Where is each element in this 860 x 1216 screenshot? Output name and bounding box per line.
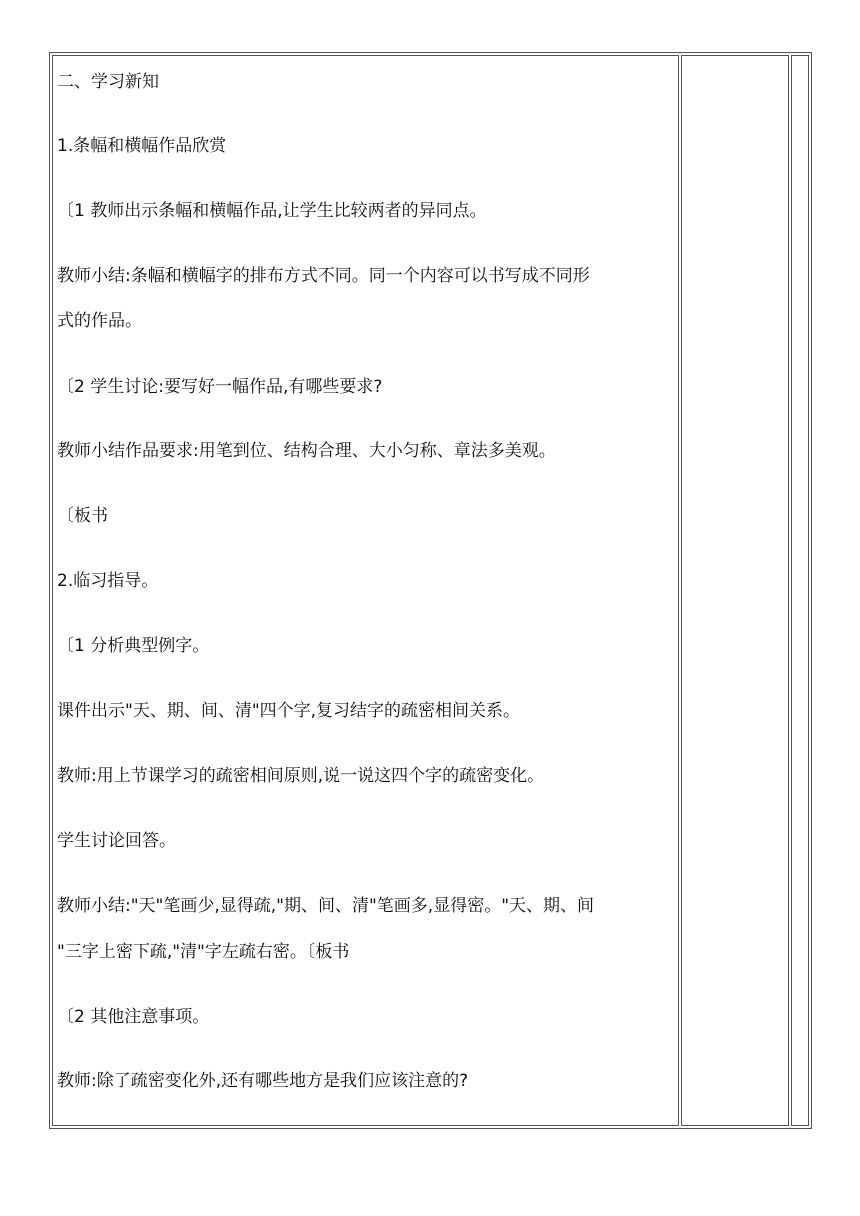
lesson-content-cell [52, 55, 679, 1126]
text-line: 教师小结作品要求:用笔到位、结构合理、大小匀称、章法多美观。 [57, 441, 556, 461]
text-line: 〔1 教师出示条幅和横幅作品,让学生比较两者的异同点。 [57, 201, 487, 221]
text-line: 学生讨论回答。 [57, 831, 176, 851]
text-line: 〔板书 [57, 506, 108, 526]
text-line: "三字上密下疏,"清"字左疏右密。〔板书 [57, 942, 350, 962]
notes-column-cell [681, 55, 789, 1126]
lesson-plan-table [49, 52, 812, 1129]
subheading-practice-guidance: 2.临习指导。 [57, 571, 159, 591]
text-line: 教师:用上节课学习的疏密相间原则,说一说这四个字的疏密变化。 [57, 766, 545, 786]
text-line: 〔2 学生讨论:要写好一幅作品,有哪些要求? [57, 377, 383, 397]
text-line: 式的作品。 [57, 311, 142, 331]
text-line: 教师小结:条幅和横幅字的排布方式不同。同一个内容可以书写成不同形 [57, 266, 590, 286]
text-line: 教师:除了疏密变化外,还有哪些地方是我们应该注意的? [57, 1071, 469, 1091]
text-line: 课件出示"天、期、间、清"四个字,复习结字的疏密相间关系。 [57, 701, 521, 721]
text-line: 〔2 其他注意事项。 [57, 1007, 210, 1027]
subheading-banner-appreciation: 1.条幅和横幅作品欣赏 [57, 136, 227, 156]
section-heading: 二、学习新知 [57, 72, 159, 92]
text-line: 教师小结:"天"笔画少,显得疏,"期、间、清"笔画多,显得密。"天、期、间 [57, 896, 595, 916]
narrow-column-cell [791, 55, 809, 1126]
text-line: 〔1 分析典型例字。 [57, 636, 210, 656]
